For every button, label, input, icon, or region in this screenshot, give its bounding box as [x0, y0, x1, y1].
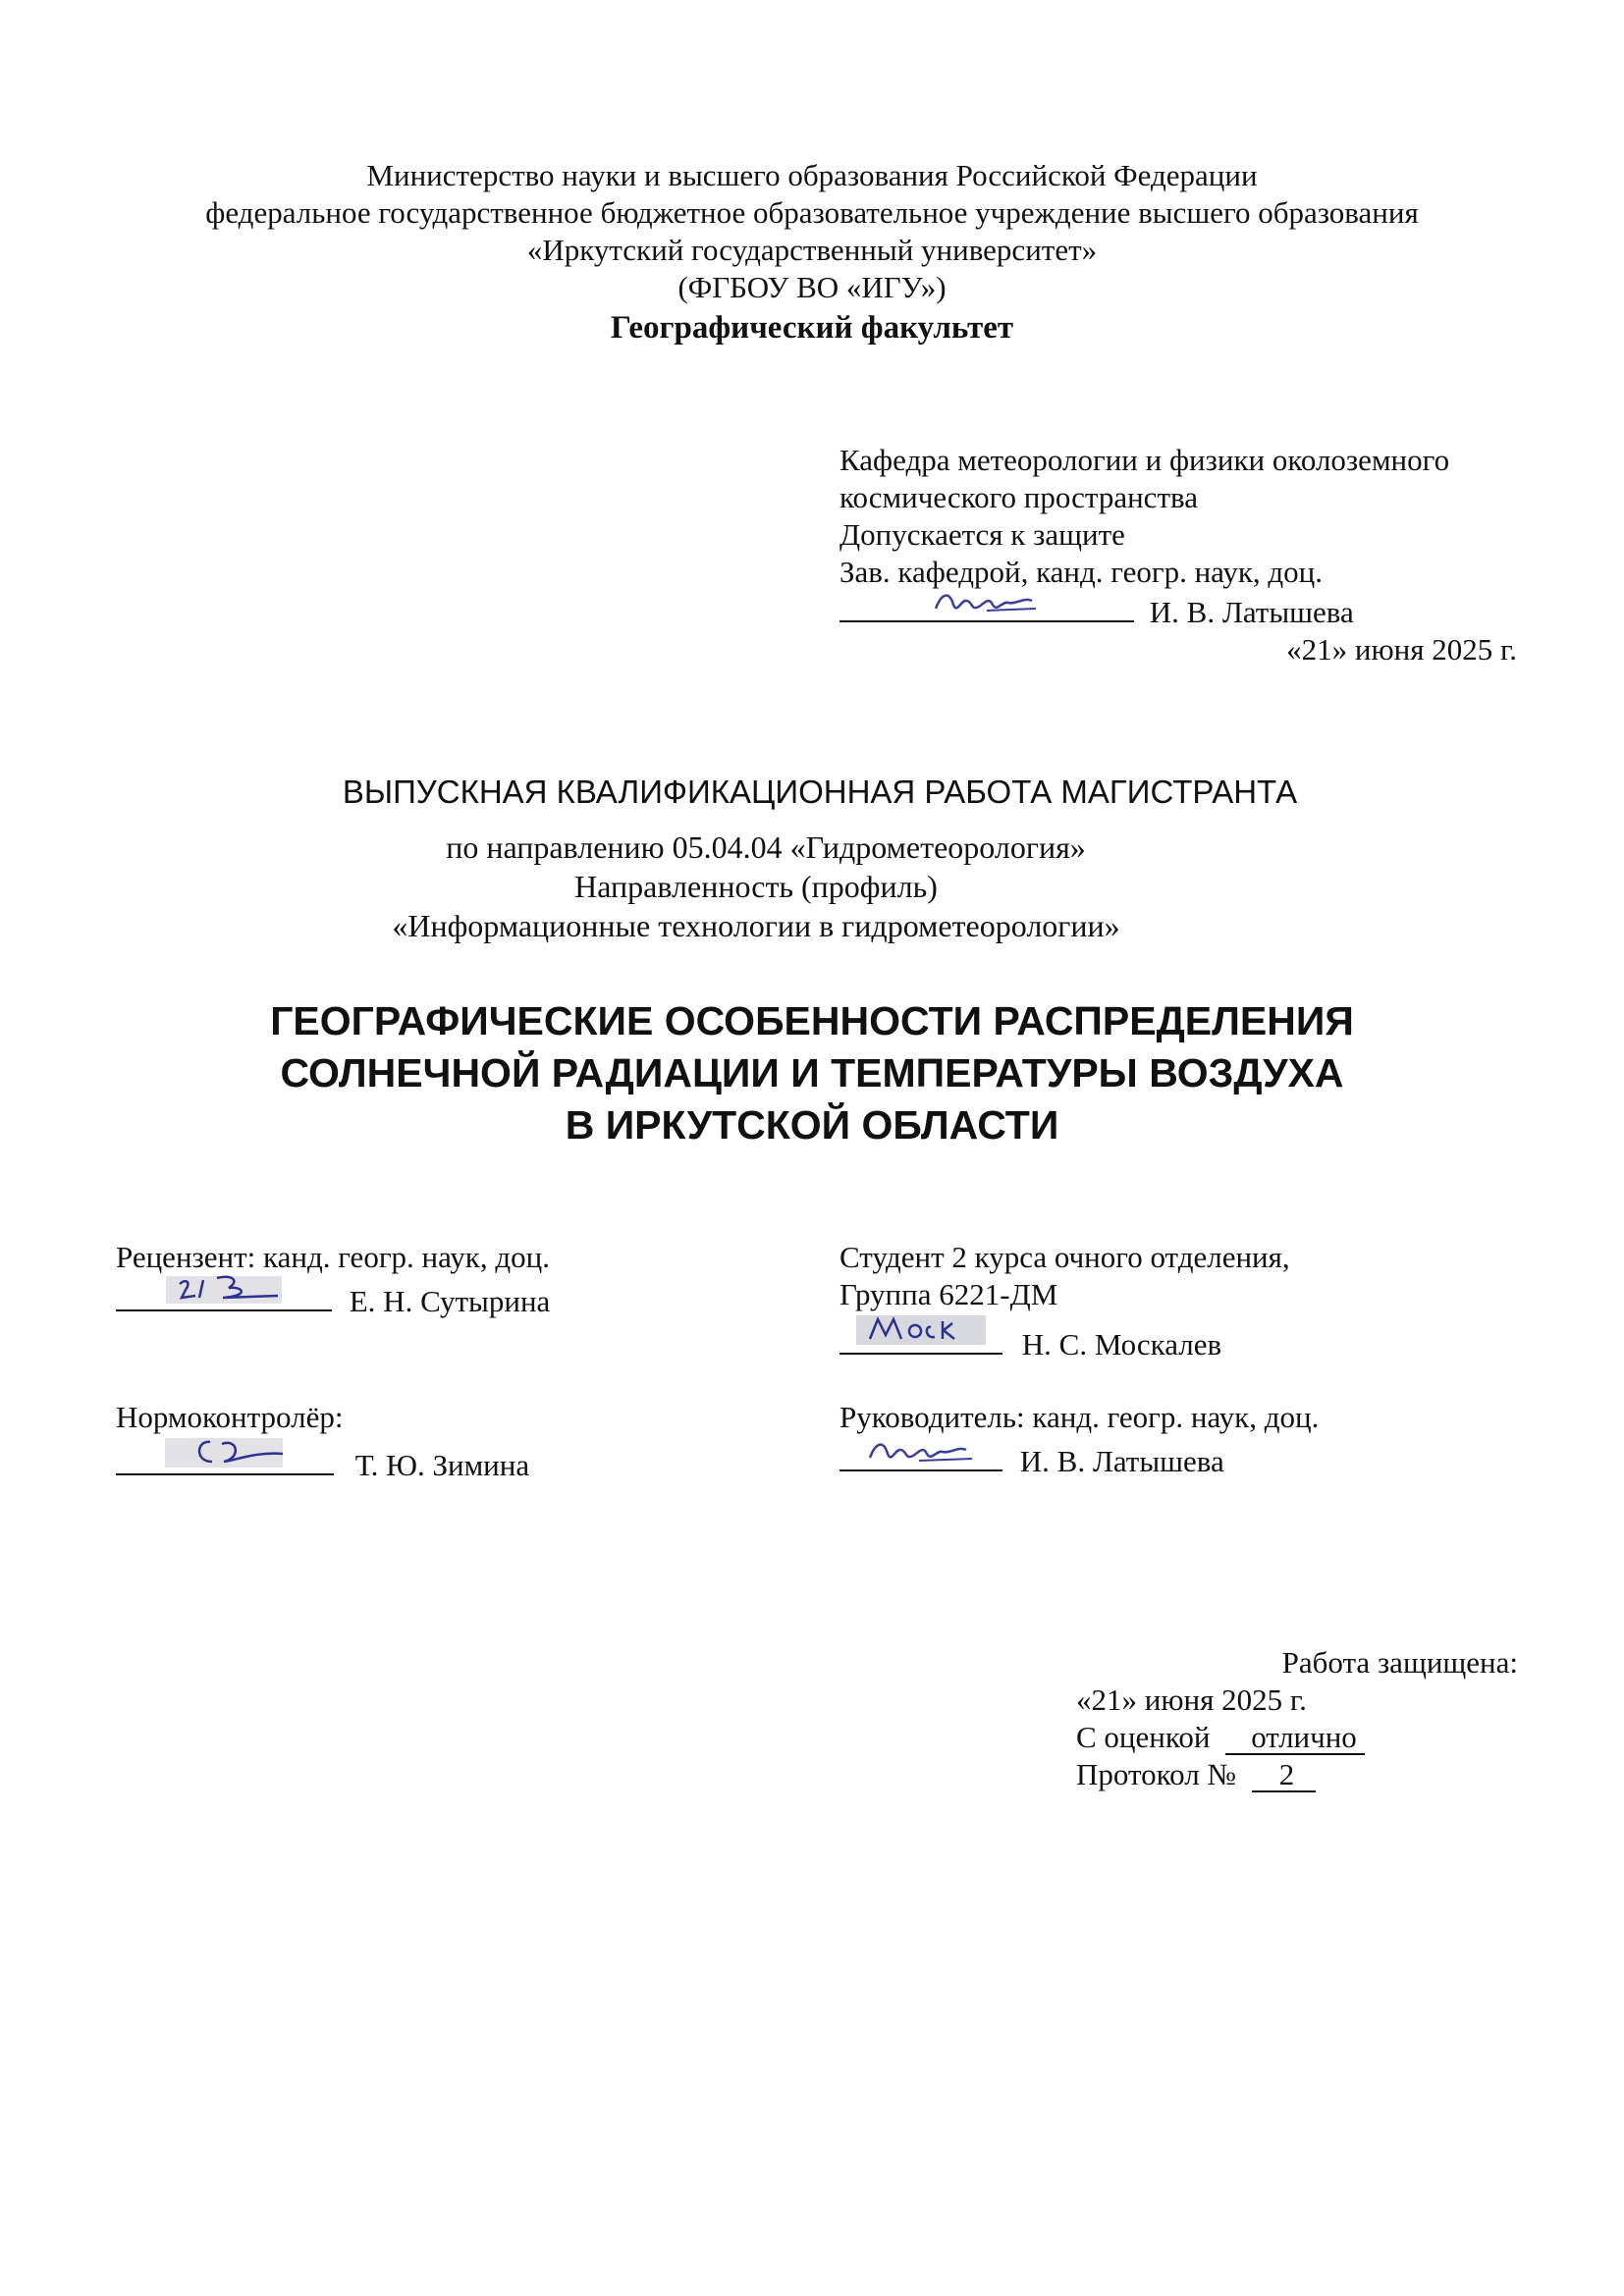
head-of-department-title: Зав. кафедрой, канд. геогр. наук, доц.: [839, 555, 1324, 589]
department-line-1: Кафедра метеорологии и физики околоземного: [839, 443, 1450, 477]
work-type: ВЫПУСКНАЯ КВАЛИФИКАЦИОННАЯ РАБОТА МАГИСТРАНТА: [342, 774, 1298, 810]
protocol-row: [1076, 1756, 1518, 1793]
supervisor-signature: [839, 1440, 1002, 1471]
student-signature: [839, 1319, 1002, 1355]
supervisor-label: Руководитель: канд. геогр. наук, доц.: [839, 1400, 1320, 1434]
reviewer-name: Е. Н. Сутырина: [349, 1284, 551, 1318]
handwritten-signature-icon: [862, 1434, 980, 1468]
reviewer-signature-row: [116, 1280, 803, 1320]
approval-date: «21» июня 2025 г.: [1286, 632, 1517, 667]
student-group: Группа 6221-ДМ: [839, 1277, 1058, 1311]
reviewer-block: [116, 1239, 803, 1320]
normcontrol-signature: [116, 1440, 334, 1475]
normcontrol-block: [116, 1399, 803, 1484]
reviewer-signature: [116, 1280, 332, 1311]
institution-type-line: федеральное государственное бюджетное образовательное учреждение высшего образования: [205, 195, 1419, 230]
faculty-heading: Географический факультет: [610, 310, 1014, 346]
protocol-label: Протокол №: [1076, 1757, 1236, 1791]
handwritten-signature-icon: [852, 1309, 990, 1351]
grade-value: отлично: [1225, 1722, 1365, 1755]
reviewer-label: Рецензент: канд. геогр. наук, доц.: [116, 1240, 550, 1274]
handwritten-signature-icon: [161, 1432, 289, 1471]
head-signature-row: [839, 591, 1527, 631]
normcontrol-signature-row: [116, 1440, 803, 1484]
department-line-2: космического пространства: [839, 480, 1198, 514]
normcontrol-label: Нормоконтролёр:: [116, 1400, 344, 1434]
head-signature: [839, 591, 1134, 622]
student-signature-row: [839, 1319, 1527, 1363]
handwritten-signature-icon: [928, 585, 1046, 618]
university-abbr-line: (ФГБОУ ВО «ИГУ»): [677, 270, 947, 304]
profile-label: Направленность (профиль): [574, 869, 938, 904]
defense-label: Работа защищена:: [1281, 1645, 1518, 1680]
supervisor-block: [839, 1399, 1527, 1480]
defense-date: «21» июня 2025 г.: [1076, 1682, 1307, 1717]
thesis-title-line-3: В ИРКУТСКОЙ ОБЛАСТИ: [565, 1102, 1059, 1148]
normcontrol-name: Т. Ю. Зимина: [354, 1448, 530, 1482]
head-name: И. В. Латышева: [1149, 595, 1354, 629]
work-direction: по направлению 05.04.04 «Гидрометеорология»: [446, 829, 1086, 865]
defense-block: [1076, 1682, 1518, 1793]
grade-row: [1076, 1719, 1518, 1756]
student-block: [839, 1239, 1527, 1363]
student-label: Студент 2 курса очного отделения,: [839, 1240, 1290, 1274]
protocol-number: 2: [1252, 1759, 1317, 1792]
university-name-line: «Иркутский государственный университет»: [526, 233, 1098, 267]
ministry-line: Министерство науки и высшего образования Российской Федерации: [366, 158, 1258, 192]
supervisor-name: И. В. Латышева: [1019, 1444, 1224, 1478]
thesis-title-line-2: СОЛНЕЧНОЙ РАДИАЦИИ И ТЕМПЕРАТУРЫ ВОЗДУХА: [280, 1050, 1344, 1095]
thesis-title-line-1: ГЕОГРАФИЧЕСКИЕ ОСОБЕННОСТИ РАСПРЕДЕЛЕНИЯ: [270, 998, 1354, 1043]
admitted-to-defense: Допускается к защите: [839, 517, 1125, 552]
grade-label: С оценкой: [1076, 1720, 1211, 1754]
supervisor-signature-row: [839, 1440, 1527, 1480]
handwritten-signature-icon: [160, 1270, 288, 1308]
student-name: Н. С. Москалев: [1021, 1327, 1222, 1362]
profile-name: «Информационные технологии в гидрометеорологии»: [392, 908, 1120, 943]
approval-block: [839, 442, 1527, 668]
